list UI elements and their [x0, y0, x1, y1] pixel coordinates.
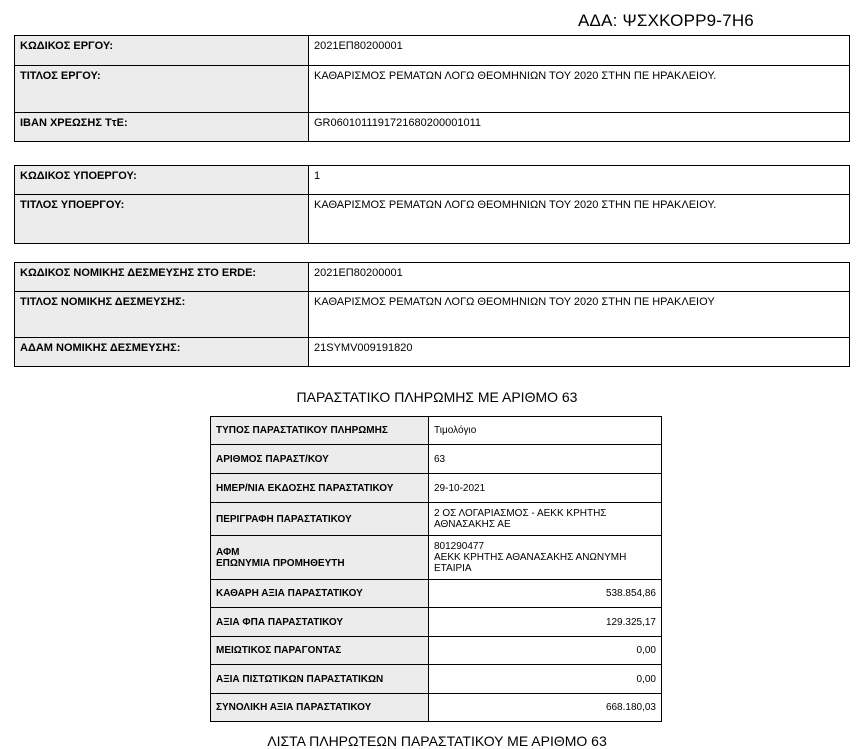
invoice-reduction-value: 0,00 [429, 637, 662, 665]
payees-section-title: ΛΙΣΤΑ ΠΛΗΡΩΤΕΩΝ ΠΑΡΑΣΤΑΤΙΚΟΥ ΜΕ ΑΡΙΘΜΟ 63 [267, 733, 607, 749]
legal-code-label: ΚΩΔΙΚΟΣ ΝΟΜΙΚΗΣ ΔΕΣΜΕΥΣΗΣ ΣΤΟ ERDE: [15, 263, 309, 292]
legal-adam-row [15, 338, 850, 367]
invoice-net-label: ΚΑΘΑΡΗ ΑΞΙΑ ΠΑΡΑΣΤΑΤΙΚΟΥ [211, 580, 429, 608]
invoice-row [211, 608, 662, 637]
invoice-description-label: ΠΕΡΙΓΡΑΦΗ ΠΑΡΑΣΤΑΤΙΚΟΥ [211, 503, 429, 536]
subproject-code-value: 1 [309, 166, 850, 195]
invoice-row [211, 694, 662, 722]
legal-table [14, 262, 850, 367]
project-title-row [15, 66, 850, 113]
invoice-section-title: ΠΑΡΑΣΤΑΤΙΚΟ ΠΛΗΡΩΜΗΣ ΜΕ ΑΡΙΘΜΟ 63 [296, 389, 578, 405]
invoice-vat-label: ΑΞΙΑ ΦΠΑ ΠΑΡΑΣΤΑΤΙΚΟΥ [211, 608, 429, 637]
invoice-row [211, 665, 662, 694]
invoice-reduction-label: ΜΕΙΩΤΙΚΟΣ ΠΑΡΑΓΟΝΤΑΣ [211, 637, 429, 665]
ada-code: ΑΔΑ: ΨΣΧΚΟΡΡ9-7Η6 [578, 11, 754, 30]
invoice-table [210, 416, 662, 722]
legal-adam-label: ΑΔΑΜ ΝΟΜΙΚΗΣ ΔΕΣΜΕΥΣΗΣ: [15, 338, 309, 367]
invoice-supplier-value: 801290477 ΑΕΚΚ ΚΡΗΤΗΣ ΑΘΑΝΑΣΑΚΗΣ ΑΝΩΝΥΜΗ ΕΤΑΙΡΙΑ [429, 536, 662, 580]
invoice-total-value: 668.180,03 [429, 694, 662, 722]
invoice-total-label: ΣΥΝΟΛΙΚΗ ΑΞΙΑ ΠΑΡΑΣΤΑΤΙΚΟΥ [211, 694, 429, 722]
invoice-type-value: Τιμολόγιο [429, 417, 662, 445]
project-iban-row [15, 113, 850, 142]
project-iban-value: GR0601011191721680200001011 [309, 113, 850, 142]
invoice-row [211, 637, 662, 665]
invoice-row [211, 536, 662, 580]
legal-code-row [15, 263, 850, 292]
subproject-title-value: ΚΑΘΑΡΙΣΜΟΣ ΡΕΜΑΤΩΝ ΛΟΓΩ ΘΕΟΜΗΝΙΩΝ ΤΟΥ 2020 ΣΤΗΝ ΠΕ ΗΡΑΚΛΕΙΟΥ. [309, 195, 850, 244]
legal-adam-value: 21SYMV009191820 [309, 338, 850, 367]
legal-title-value: ΚΑΘΑΡΙΣΜΟΣ ΡΕΜΑΤΩΝ ΛΟΓΩ ΘΕΟΜΗΝΙΩΝ ΤΟΥ 2020 ΣΤΗΝ ΠΕ ΗΡΑΚΛΕΙΟΥ [309, 292, 850, 338]
subproject-title-label: ΤΙΤΛΟΣ ΥΠΟΕΡΓΟΥ: [15, 195, 309, 244]
project-iban-label: ΙΒΑΝ ΧΡΕΩΣΗΣ ΤτΕ: [15, 113, 309, 142]
invoice-supplier-label: ΑΦΜ ΕΠΩΝΥΜΙΑ ΠΡΟΜΗΘΕΥΤΗ [211, 536, 429, 580]
invoice-description-value: 2 ΟΣ ΛΟΓΑΡΙΑΣΜΟΣ - ΑΕΚΚ ΚΡΗΤΗΣ ΑΘΝΑΣΑΚΗΣ ΑΕ [429, 503, 662, 536]
subproject-title-row [15, 195, 850, 244]
subproject-table [14, 165, 850, 244]
invoice-row [211, 445, 662, 474]
invoice-row [211, 503, 662, 536]
subproject-code-label: ΚΩΔΙΚΟΣ ΥΠΟΕΡΓΟΥ: [15, 166, 309, 195]
invoice-credit-value: 0,00 [429, 665, 662, 694]
project-title-label: ΤΙΤΛΟΣ ΕΡΓΟΥ: [15, 66, 309, 113]
invoice-number-label: ΑΡΙΘΜΟΣ ΠΑΡΑΣΤ/ΚΟΥ [211, 445, 429, 474]
project-title-value: ΚΑΘΑΡΙΣΜΟΣ ΡΕΜΑΤΩΝ ΛΟΓΩ ΘΕΟΜΗΝΙΩΝ ΤΟΥ 2020 ΣΤΗΝ ΠΕ ΗΡΑΚΛΕΙΟΥ. [309, 66, 850, 113]
project-code-row [15, 36, 850, 66]
legal-title-row [15, 292, 850, 338]
invoice-net-value: 538.854,86 [429, 580, 662, 608]
invoice-vat-value: 129.325,17 [429, 608, 662, 637]
invoice-type-label: ΤΥΠΟΣ ΠΑΡΑΣΤΑΤΙΚΟΥ ΠΛΗΡΩΜΗΣ [211, 417, 429, 445]
invoice-row [211, 417, 662, 445]
project-table [14, 35, 850, 142]
legal-title-label: ΤΙΤΛΟΣ ΝΟΜΙΚΗΣ ΔΕΣΜΕΥΣΗΣ: [15, 292, 309, 338]
invoice-credit-label: ΑΞΙΑ ΠΙΣΤΩΤΙΚΩΝ ΠΑΡΑΣΤΑΤΙΚΩΝ [211, 665, 429, 694]
invoice-date-label: ΗΜΕΡ/ΝΙΑ ΕΚΔΟΣΗΣ ΠΑΡΑΣΤΑΤΙΚΟΥ [211, 474, 429, 503]
project-code-value: 2021ΕΠ80200001 [309, 36, 850, 66]
legal-code-value: 2021ΕΠ80200001 [309, 263, 850, 292]
project-code-label: ΚΩΔΙΚΟΣ ΕΡΓΟΥ: [15, 36, 309, 66]
invoice-row [211, 474, 662, 503]
invoice-row [211, 580, 662, 608]
subproject-code-row [15, 166, 850, 195]
invoice-date-value: 29-10-2021 [429, 474, 662, 503]
invoice-number-value: 63 [429, 445, 662, 474]
